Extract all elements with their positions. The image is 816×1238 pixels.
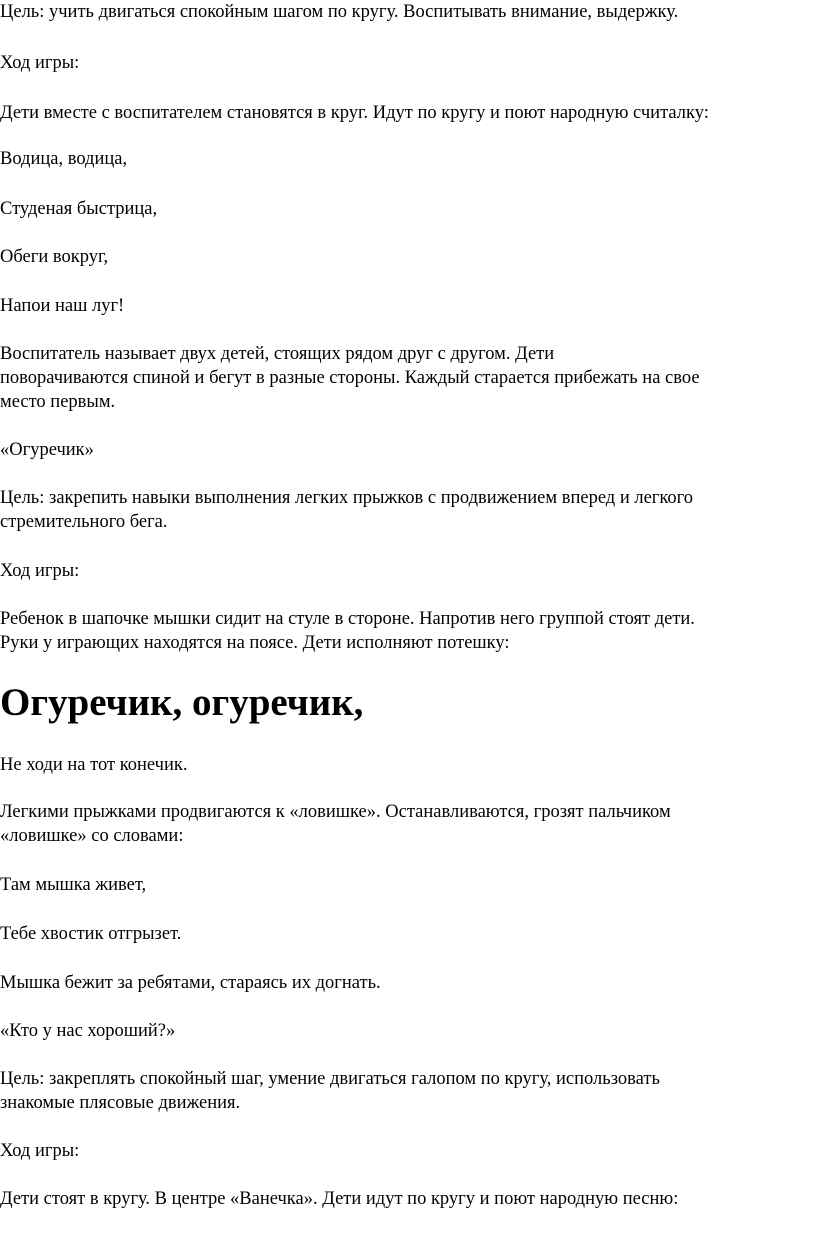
verse-line-1: Водица, водица, [0,149,128,169]
verse-line-5: Не ходи на тот конечик. [0,755,188,775]
goal-paragraph-1: Цель: учить двигаться спокойным шагом по кругу. Воспитывать внимание, выдержку. [0,2,679,22]
paragraph-vanechka: Дети стоят в кругу. В центре «Ванечка». Дети идут по кругу и поют народную песню: [0,1189,679,1209]
game-title-ogurechik: «Огуречик» [0,440,94,460]
paragraph-teacher-line-2: поворачиваются спиной и бегут в разные стороны. Каждый старается прибежать на свое [0,368,700,388]
paragraph-jumps-line-1: Легкими прыжками продвигаются к «ловишке». Останавливаются, грозят пальчиком [0,802,671,822]
paragraph-mouse-line-1: Ребенок в шапочке мышки сидит на стуле в стороне. Напротив него группой стоят дети. [0,609,695,629]
paragraph-teacher-line-1: Воспитатель называет двух детей, стоящих рядом друг с другом. Дети [0,344,555,364]
goal-paragraph-3-line-1: Цель: закреплять спокойный шаг, умение двигаться галопом по кругу, использовать [0,1069,660,1089]
paragraph-teacher-line-3: место первым. [0,392,116,412]
large-verse-heading: Огуречик, огуречик, [0,681,364,724]
verse-line-4: Напои наш луг! [0,296,125,316]
game-progress-label-3: Ход игры: [0,1141,80,1161]
goal-paragraph-2-line-2: стремительного бега. [0,512,168,532]
goal-paragraph-2-line-1: Цель: закрепить навыки выполнения легких прыжков с продвижением вперед и легкого [0,488,694,508]
verse-line-7: Тебе хвостик отгрызет. [0,924,182,944]
paragraph-circle-intro: Дети вместе с воспитателем становятся в круг. Идут по кругу и поют народную считалку: [0,103,709,123]
verse-line-2: Студеная быстрица, [0,199,158,219]
verse-line-6: Там мышка живет, [0,875,147,895]
game-title-kto-u-nas: «Кто у нас хороший?» [0,1021,176,1041]
game-progress-label-1: Ход игры: [0,53,80,73]
game-progress-label-2: Ход игры: [0,561,80,581]
paragraph-jumps-line-2: «ловишке» со словами: [0,826,184,846]
verse-line-3: Обеги вокруг, [0,247,109,267]
paragraph-mouse-line-2: Руки у играющих находятся на поясе. Дети исполняют потешку: [0,633,510,653]
paragraph-mouse-chase: Мышка бежит за ребятами, стараясь их догнать. [0,973,381,993]
goal-paragraph-3-line-2: знакомые плясовые движения. [0,1093,241,1113]
